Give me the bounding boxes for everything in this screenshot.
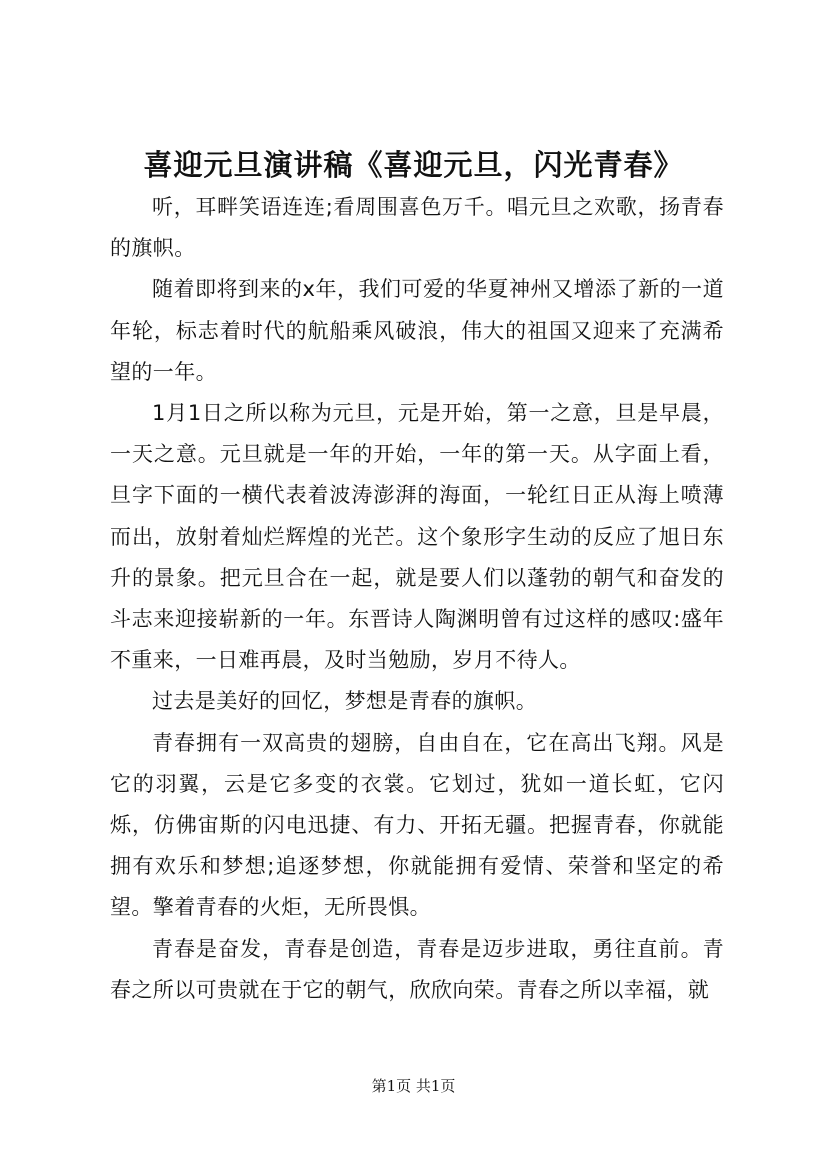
paragraph: 青春是奋发，青春是创造，青春是迈步进取，勇往直前。青春之所以可贵就在于它的朝气，欣欣向荣。青春之所以幸福，就 bbox=[110, 936, 724, 1002]
document-body bbox=[110, 187, 724, 1011]
document-title: 喜迎元旦演讲稿《喜迎元旦，闪光青春》 bbox=[143, 148, 684, 182]
paragraph: 1月1日之所以称为元旦，元是开始，第一之意，旦是早晨，一天之意。元旦就是一年的开始，一年的第一天。从字面上看，旦字下面的一横代表着波涛澎湃的海面，一轮红日正从海上喷薄而出，放射着灿烂辉煌的光芒。这个象形字生动的反应了旭日东升的景象。把元旦合在一起，就是要人们以蓬勃的朝气和奋发的斗志来迎接崭新的一年。东晋诗人陶渊明曾有过这样的感叹:盛年不重来，一日难再晨，及时当勉励，岁月不待人。 bbox=[110, 401, 724, 673]
paragraph: 随着即将到来的x年，我们可爱的华夏神州又增添了新的一道年轮，标志着时代的航船乘风破浪，伟大的祖国又迎来了充满希望的一年。 bbox=[110, 277, 724, 384]
paragraph: 听，耳畔笑语连连;看周围喜色万千。唱元旦之欢歌，扬青春的旗帜。 bbox=[110, 195, 724, 261]
paragraph: 青春拥有一双高贵的翅膀，自由自在，它在高出飞翔。风是它的羽翼，云是它多变的衣裳。它划过，犹如一道长虹，它闪烁，仿佛宙斯的闪电迅捷、有力、开拓无疆。把握青春，你就能拥有欢乐和梦想;追逐梦想，你就能拥有爱情、荣誉和坚定的希望。擎着青春的火炬，无所畏惧。 bbox=[110, 730, 724, 920]
paragraph: 过去是美好的回忆，梦想是青春的旗帜。 bbox=[152, 689, 538, 714]
page-footer: 第1页 共1页 bbox=[371, 1077, 456, 1095]
